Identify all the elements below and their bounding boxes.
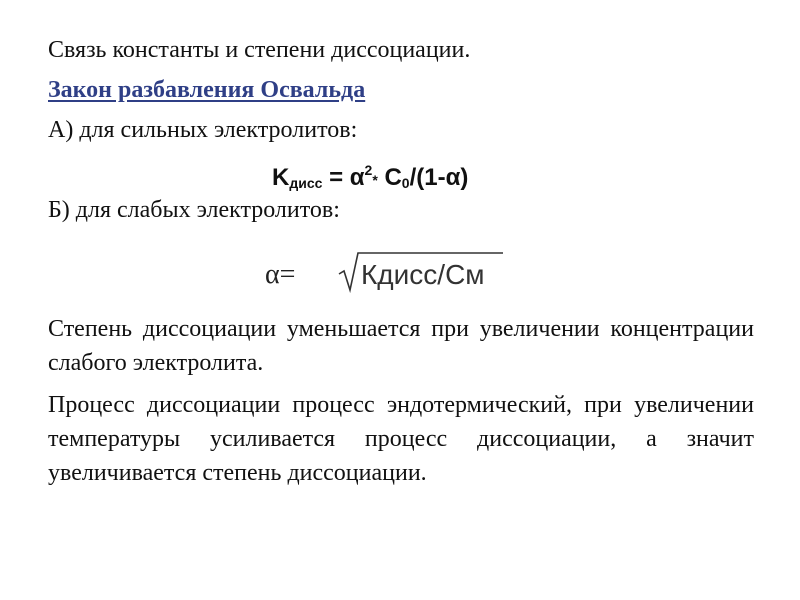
formula-k: K — [272, 164, 290, 191]
paragraph-concentration: Степень диссоциации уменьшается при увеличении концентрации слабого электролита. — [48, 316, 754, 376]
formula-exponent: 2 — [364, 162, 373, 178]
formula-radicand: Кдисс/См — [361, 259, 485, 290]
law-heading-link[interactable]: Закон разбавления Освальда — [48, 77, 366, 103]
strong-electrolyte-formula — [272, 154, 468, 199]
formula-c-subscript: 0 — [401, 175, 410, 191]
strong-electrolytes-label: А) для сильных электролитов: — [48, 117, 358, 143]
formula-c: C — [377, 164, 402, 191]
formula-k-subscript: дисс — [289, 175, 323, 191]
law-heading[interactable] — [48, 74, 365, 106]
formula-multiply: * — [372, 172, 378, 188]
formula-alpha-equals: α= — [265, 259, 296, 290]
paragraph-endothermic: Процесс диссоциации процесс эндотермический, при увеличении температуры усиливается процесс диссоциации, а значит увеличивается степень диссоциации. — [48, 392, 754, 486]
formula-tail: /(1-α) — [409, 164, 469, 191]
weak-electrolytes-label: Б) для слабых электролитов: — [48, 197, 340, 223]
slide-title: Связь константы и степени диссоциации. — [48, 37, 471, 63]
formula-equals-alpha: = α — [322, 164, 365, 191]
weak-electrolyte-formula — [265, 250, 505, 296]
